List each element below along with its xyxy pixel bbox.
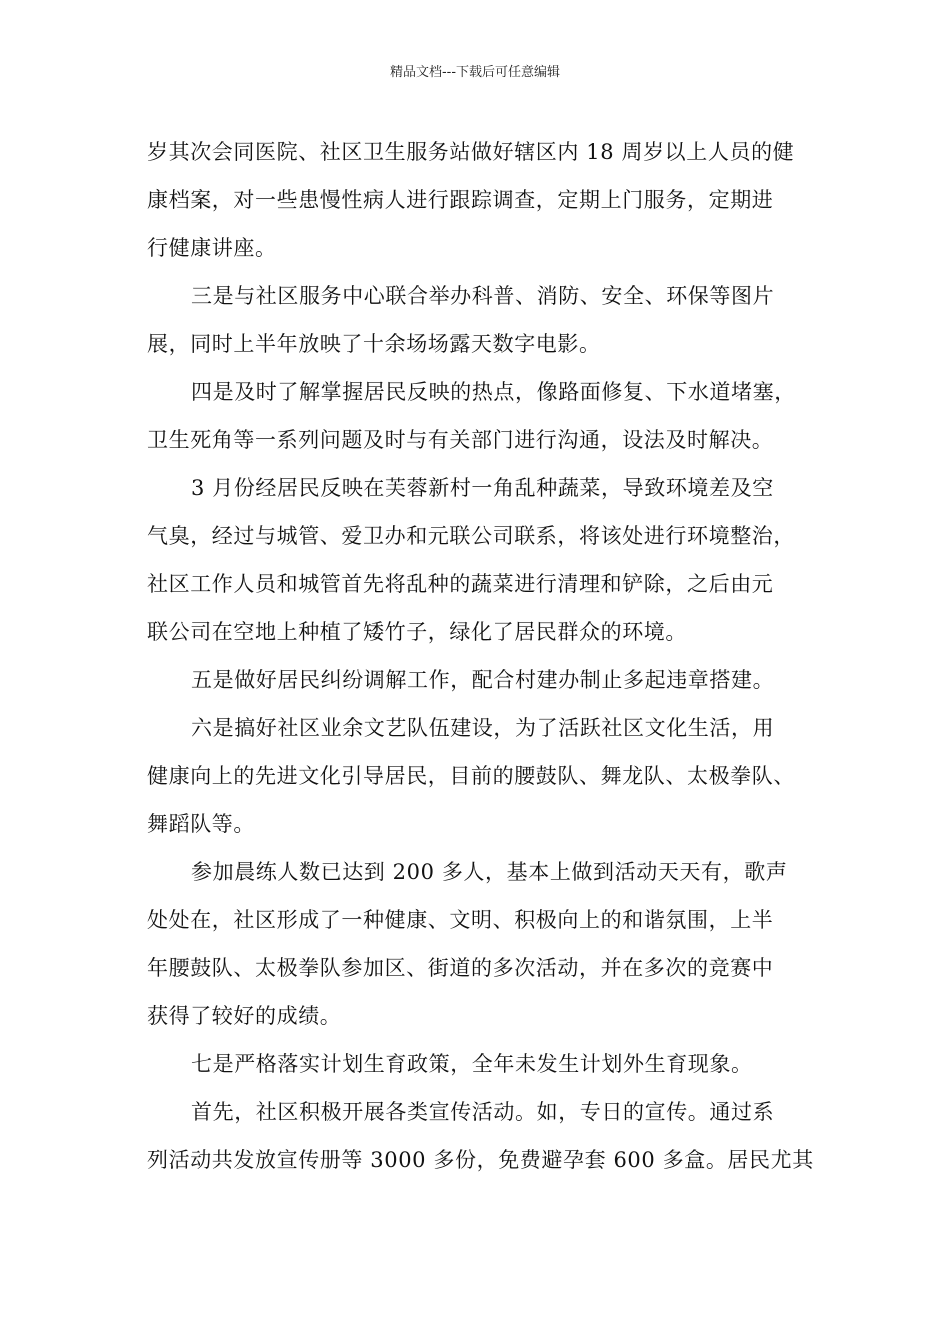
text-line: 获得了较好的成绩。 — [147, 1004, 342, 1028]
text-line: 处处在，社区形成了一种健康、文明、积极向上的和谐氛围，上半 — [147, 908, 774, 932]
text-line: 行健康讲座。 — [147, 236, 277, 260]
paragraph-first-line: 四是及时了解掌握居民反映的热点，像路面修复、下水道堵塞， — [191, 380, 796, 404]
text-line: 康档案，对一些患慢性病人进行跟踪调查，定期上门服务，定期进 — [147, 188, 774, 212]
text-line: 气臭，经过与城管、爱卫办和元联公司联系，将该处进行环境整治， — [147, 524, 795, 548]
paragraph-first-line: 三是与社区服务中心联合举办科普、消防、安全、环保等图片 — [191, 284, 775, 308]
paragraph-first-line: 首先，社区积极开展各类宣传活动。如，专日的宣传。通过系 — [191, 1100, 775, 1124]
text-line: 展，同时上半年放映了十余场场露天数字电影。 — [147, 332, 601, 356]
text-line: 联公司在空地上种植了矮竹子，绿化了居民群众的环境。 — [147, 620, 687, 644]
document-body — [147, 128, 814, 1184]
paragraph-first-line: 3 月份经居民反映在芙蓉新村一角乱种蔬菜，导致环境差及空 — [191, 476, 774, 500]
paragraph-first-line: 六是搞好社区业余文艺队伍建设，为了活跃社区文化生活，用 — [191, 716, 775, 740]
paragraph-first-line: 五是做好居民纠纷调解工作，配合村建办制止多起违章搭建。 — [191, 668, 775, 692]
paragraph-first-line: 七是严格落实计划生育政策，全年未发生计划外生育现象。 — [191, 1052, 753, 1076]
text-line: 卫生死角等一系列问题及时与有关部门进行沟通，设法及时解决。 — [147, 428, 774, 452]
text-line: 健康向上的先进文化引导居民，目前的腰鼓队、舞龙队、太极拳队、 — [147, 764, 795, 788]
page-header: 精品文档---下载后可任意编辑 — [389, 65, 561, 80]
text-line: 舞蹈队等。 — [147, 812, 255, 836]
text-line: 岁其次会同医院、社区卫生服务站做好辖区内 18 周岁以上人员的健 — [147, 140, 795, 164]
text-line: 列活动共发放宣传册等 3000 多份，免费避孕套 600 多盒。居民尤其 — [147, 1148, 814, 1172]
text-line: 社区工作人员和城管首先将乱种的蔬菜进行清理和铲除，之后由元 — [147, 572, 774, 596]
paragraph-first-line: 参加晨练人数已达到 200 多人，基本上做到活动天天有，歌声 — [191, 860, 788, 884]
text-line: 年腰鼓队、太极拳队参加区、街道的多次活动，并在多次的竞赛中 — [147, 956, 774, 980]
